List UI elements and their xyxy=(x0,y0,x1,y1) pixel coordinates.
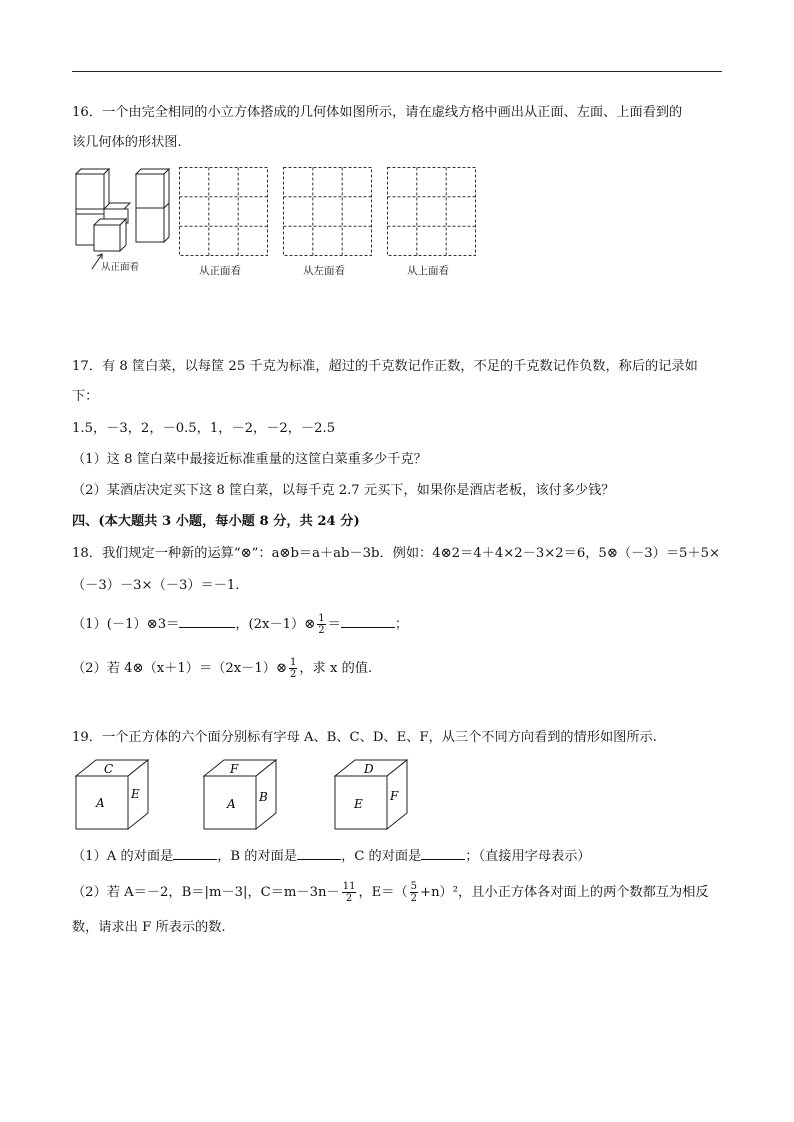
q18-p1-text-d: ； xyxy=(394,617,409,632)
q19-p2-text-a: （2）若 A＝－2，B＝|m－3|，C＝m－3n－ xyxy=(72,885,340,900)
q16-line2: 该几何体的形状图. xyxy=(72,135,182,150)
fraction-half xyxy=(317,613,325,636)
fraction-numerator: 5 xyxy=(410,881,418,892)
q19-p1-text-b: ，B 的对面是 xyxy=(217,849,298,864)
cube3-top-letter: D xyxy=(364,762,374,776)
q18-p1-text-b: ，(2x－1）⊗ xyxy=(235,617,316,632)
q19-p2-text-b: ，E＝（ xyxy=(358,885,408,900)
cube-view-1 xyxy=(74,758,154,834)
q18-part2 xyxy=(72,657,372,680)
q19-line1: 19．一个正方体的六个面分别标有字母 A、B、C、D、E、F，从三个不同方向看到的情形如图所示. xyxy=(72,730,657,745)
fraction-numerator: 1 xyxy=(318,613,325,624)
fraction-half xyxy=(289,657,297,680)
header-rule xyxy=(72,71,722,72)
cube3-side-letter: F xyxy=(390,789,399,803)
cube2-front-letter: A xyxy=(227,797,236,811)
q17-data-line: 1.5，－3，2，－0.5，1，－2，－2，－2.5 xyxy=(72,421,336,436)
stacked-cubes-figure xyxy=(72,165,182,277)
cube-view-3 xyxy=(333,758,413,834)
q17-line2: 下： xyxy=(72,389,99,404)
q18-p2-text-a: （2）若 4⊗（x＋1）＝（2x－1）⊗ xyxy=(72,661,287,676)
fraction-numerator: 1 xyxy=(290,657,297,668)
cube-view-2 xyxy=(202,758,282,834)
grid-caption-front: 从正面看 xyxy=(199,265,241,277)
answer-blank[interactable] xyxy=(173,845,217,860)
q17-part1: （1）这 8 筐白菜中最接近标准重量的这筐白菜重多少千克？ xyxy=(72,452,427,467)
q18-line1: 18．我们规定一种新的运算“⊗”：a⊗b＝a＋ab－3b．例如：4⊗2＝4＋4×2－3×2＝6，5⊗（－3）＝5＋5× xyxy=(72,546,721,561)
grid-caption-top: 从上面看 xyxy=(407,265,449,277)
cube3-front-letter: E xyxy=(354,797,363,811)
fraction-five-halves xyxy=(410,881,418,904)
q16-line1: 16．一个由完全相同的小立方体搭成的几何体如图所示，请在虚线方格中画出从正面、左面、上面看到的 xyxy=(72,105,683,120)
q17-part2: （2）某酒店决定买下这 8 筐白菜，以每千克 2.7 元买下，如果你是酒店老板，该付多少钱？ xyxy=(72,483,615,498)
q18-p2-text-b: ，求 x 的值. xyxy=(299,661,373,676)
grid-top-view[interactable] xyxy=(387,167,477,257)
fraction-denominator: 2 xyxy=(410,893,418,904)
grid-front-view[interactable] xyxy=(179,167,269,257)
fraction-numerator: 11 xyxy=(342,881,356,892)
answer-blank[interactable] xyxy=(297,845,341,860)
solid-caption: 从正面看 xyxy=(101,262,140,273)
q19-p1-text-a: （1）A 的对面是 xyxy=(72,849,174,864)
cube2-side-letter: B xyxy=(259,790,268,804)
q19-p1-text-c: ，C 的对面是 xyxy=(341,849,422,864)
q18-p1-text-a: （1）(－1）⊗3＝ xyxy=(72,617,180,632)
cube1-top-letter: C xyxy=(104,762,114,776)
section-four-heading: 四、(本大题共 3 小题，每小题 8 分，共 24 分) xyxy=(72,514,360,529)
grid-caption-left: 从左面看 xyxy=(303,265,345,277)
q19-line3: 数，请求出 F 所表示的数. xyxy=(72,920,226,935)
q19-p1-text-d: ；（直接用字母表示） xyxy=(465,849,591,864)
answer-blank[interactable] xyxy=(341,613,395,628)
cube2-top-letter: F xyxy=(230,762,239,776)
fraction-denominator: 2 xyxy=(290,669,297,680)
q18-line2: （－3）－3×（－3）＝－1. xyxy=(72,578,240,593)
fraction-eleven-halves xyxy=(342,881,357,904)
q19-part1 xyxy=(72,845,591,866)
q19-part2 xyxy=(72,881,709,904)
cube1-side-letter: E xyxy=(131,787,140,801)
fraction-denominator: 2 xyxy=(318,625,325,636)
q18-p1-text-c: ＝ xyxy=(327,617,341,632)
q19-p2-text-c: +n）²，且小正方体各对面上的两个数都互为相反 xyxy=(420,885,709,900)
fraction-denominator: 2 xyxy=(345,893,353,904)
q18-part1 xyxy=(72,613,408,636)
answer-blank[interactable] xyxy=(421,845,465,860)
answer-blank[interactable] xyxy=(179,613,235,628)
q17-line1: 17．有 8 筐白菜，以每筐 25 千克为标准，超过的千克数记作正数，不足的千克数记作负数，称后的记录如 xyxy=(72,359,698,374)
grid-left-view[interactable] xyxy=(283,167,373,257)
cube1-front-letter: A xyxy=(96,796,105,810)
